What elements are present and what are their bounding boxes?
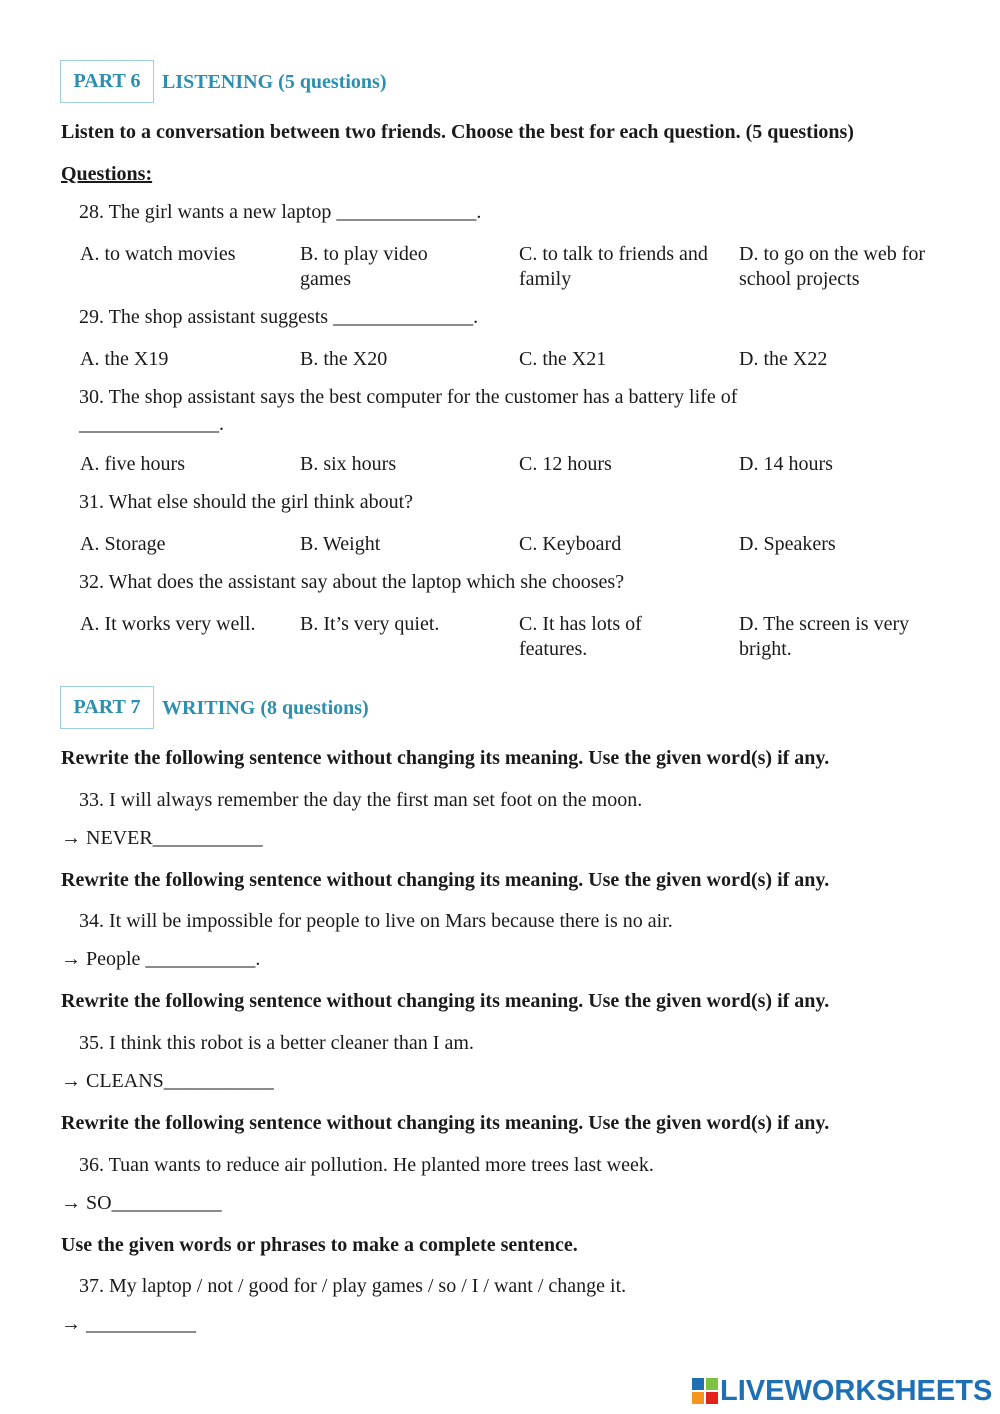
answer-35: → CLEANS___________ <box>61 1070 274 1092</box>
questions-heading: Questions: <box>61 163 153 185</box>
part6-label-box <box>60 60 154 103</box>
q29-option-d: D. the X22 <box>739 348 828 370</box>
question-32: 32. What does the assistant say about the laptop which she chooses? <box>79 571 625 593</box>
q28-option-d: D. to go on the web for school projects <box>739 243 926 290</box>
answer-33: → NEVER___________ <box>61 827 263 849</box>
question-28: 28. The girl wants a new laptop ______________. <box>79 201 482 223</box>
q30-option-c: C. 12 hours <box>519 453 612 475</box>
q31-option-a: A. Storage <box>80 533 166 555</box>
question-36: 36. Tuan wants to reduce air pollution. He planted more trees last week. <box>79 1154 654 1176</box>
liveworksheets-logo-text: LIVEWORKSHEETS <box>720 1374 993 1407</box>
q28-option-a: A. to watch movies <box>80 243 236 265</box>
q32-option-a: A. It works very well. <box>80 613 256 635</box>
question-33: 33. I will always remember the day the first man set foot on the moon. <box>79 789 643 811</box>
q30-option-b: B. six hours <box>300 453 397 475</box>
instruction-37: Use the given words or phrases to make a complete sentence. <box>61 1234 578 1256</box>
part7-label: PART 7 <box>73 696 141 718</box>
question-29: 29. The shop assistant suggests ______________. <box>79 306 479 328</box>
q28-option-c: C. to talk to friends and family <box>519 243 708 290</box>
liveworksheets-logo-icon <box>692 1378 718 1404</box>
answer-37: → ___________ <box>61 1313 196 1335</box>
q31-option-c: C. Keyboard <box>519 533 622 555</box>
part7-title: WRITING (8 questions) <box>162 697 369 719</box>
question-31: 31. What else should the girl think about? <box>79 491 414 513</box>
instruction-36: Rewrite the following sentence without changing its meaning. Use the given word(s) if any. <box>61 1112 830 1134</box>
q29-option-c: C. the X21 <box>519 348 607 370</box>
instruction-34: Rewrite the following sentence without changing its meaning. Use the given word(s) if any. <box>61 869 830 891</box>
q31-option-d: D. Speakers <box>739 533 836 555</box>
question-37: 37. My laptop / not / good for / play games / so / I / want / change it. <box>79 1275 627 1297</box>
q32-option-b: B. It’s very quiet. <box>300 613 440 635</box>
question-30-blank: ______________. <box>79 413 224 435</box>
question-35: 35. I think this robot is a better cleaner than I am. <box>79 1032 474 1054</box>
liveworksheets-logo <box>692 1374 992 1408</box>
q29-option-a: A. the X19 <box>80 348 169 370</box>
q31-option-b: B. Weight <box>300 533 381 555</box>
part6-title: LISTENING (5 questions) <box>162 71 387 93</box>
instruction-35: Rewrite the following sentence without changing its meaning. Use the given word(s) if any. <box>61 990 830 1012</box>
q32-option-d: D. The screen is very bright. <box>739 613 910 660</box>
part7-label-box <box>60 686 154 729</box>
part6-label: PART 6 <box>73 70 141 92</box>
q30-option-d: D. 14 hours <box>739 453 833 475</box>
q29-option-b: B. the X20 <box>300 348 388 370</box>
instruction-33: Rewrite the following sentence without changing its meaning. Use the given word(s) if any. <box>61 747 830 769</box>
q32-option-c: C. It has lots of features. <box>519 613 642 660</box>
answer-34: → People ___________. <box>61 948 261 970</box>
answer-36: → SO___________ <box>61 1192 222 1214</box>
q30-option-a: A. five hours <box>80 453 185 475</box>
question-34: 34. It will be impossible for people to live on Mars because there is no air. <box>79 910 673 932</box>
part6-instruction: Listen to a conversation between two friends. Choose the best for each question. (5 questions) <box>61 121 854 143</box>
q28-option-b: B. to play video games <box>300 243 428 290</box>
question-30: 30. The shop assistant says the best computer for the customer has a battery life of <box>79 386 738 408</box>
